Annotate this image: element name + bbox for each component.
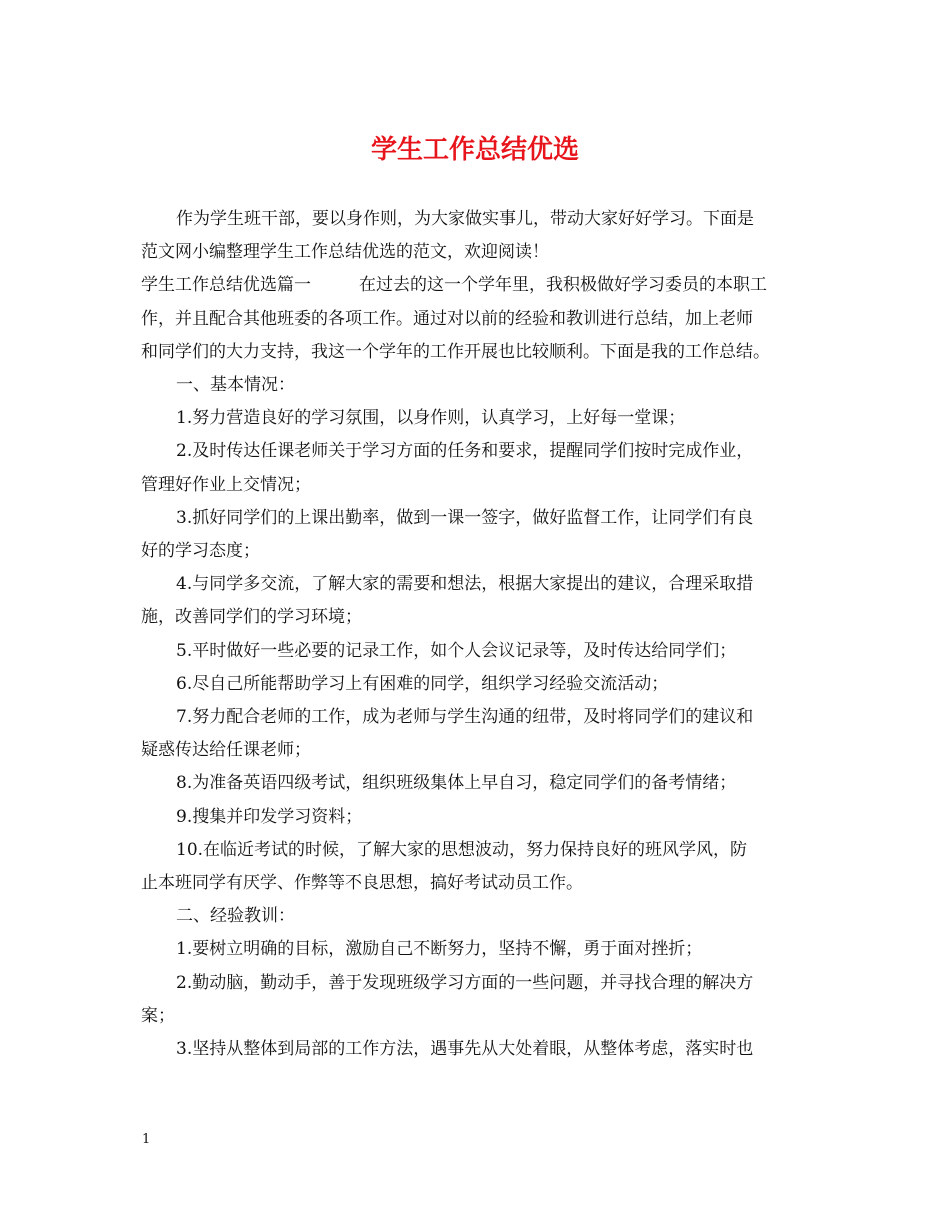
paragraph-line: 案；	[141, 1005, 175, 1026]
paragraph-line: 9.搜集并印发学习资料；	[176, 806, 363, 827]
section-text: 在过去的这一个学年里，我积极做好学习委员的本职工	[359, 275, 767, 296]
paragraph-line: 3.抓好同学们的上课出勤率，做到一课一签字，做好监督工作，让同学们有良	[176, 507, 754, 528]
paragraph-line: 范文网小编整理学生工作总结优选的范文，欢迎阅读！	[141, 242, 549, 263]
document-title: 学生工作总结优选	[370, 135, 579, 165]
paragraph-line: 10.在临近考试的时候，了解大家的思想波动，努力保持良好的班风学风，防	[176, 839, 748, 860]
paragraph-line: 2.及时传达任课老师关于学习方面的任务和要求，提醒同学们按时完成作业，	[176, 441, 754, 462]
paragraph-line: 止本班同学有厌学、作弊等不良思想，搞好考试动员工作。	[141, 873, 583, 894]
paragraph-line	[141, 269, 823, 302]
paragraph-line: 7.努力配合老师的工作，成为老师与学生沟通的纽带，及时将同学们的建议和	[176, 707, 754, 728]
paragraph-line: 一、基本情况：	[176, 375, 295, 396]
paragraph-line: 4.与同学多交流，了解大家的需要和想法，根据大家提出的建议，合理采取措	[176, 574, 754, 595]
paragraph-line: 施，改善同学们的学习环境；	[141, 607, 362, 628]
paragraph-line: 管理好作业上交情况；	[141, 474, 311, 495]
paragraph-line: 1.要树立明确的目标，激励自己不断努力，坚持不懈，勇于面对挫折；	[176, 939, 703, 960]
paragraph-line: 二、经验教训：	[176, 906, 295, 927]
paragraph-line: 3.坚持从整体到局部的工作方法，遇事先从大处着眼，从整体考虑，落实时也	[176, 1039, 754, 1060]
paragraph-line: 作，并且配合其他班委的各项工作。通过对以前的经验和教训进行总结，加上老师	[141, 308, 753, 329]
document-body	[141, 203, 823, 1066]
section-heading: 学生工作总结优选篇一	[141, 275, 311, 296]
paragraph-line: 2.勤动脑，勤动手，善于发现班级学习方面的一些问题，并寻找合理的解决方	[176, 972, 754, 993]
paragraph-line: 1.努力营造良好的学习氛围，以身作则，认真学习，上好每一堂课；	[176, 408, 686, 429]
paragraph-line: 8.为准备英语四级考试，组织班级集体上早自习，稳定同学们的备考情绪；	[176, 773, 737, 794]
paragraph-line: 6.尽自己所能帮助学习上有困难的同学，组织学习经验交流活动；	[176, 673, 669, 694]
paragraph-line: 作为学生班干部，要以身作则，为大家做实事儿，带动大家好好学习。下面是	[176, 209, 754, 229]
paragraph-line: 疑惑传达给任课老师；	[141, 740, 311, 761]
paragraph-line: 好的学习态度；	[141, 541, 260, 562]
page-number: 1	[142, 1132, 151, 1147]
paragraph-line: 和同学们的大力支持，我这一个学年的工作开展也比较顺利。下面是我的工作总结。	[141, 341, 770, 362]
paragraph-line: 5.平时做好一些必要的记录工作，如个人会议记录等，及时传达给同学们；	[176, 640, 737, 661]
